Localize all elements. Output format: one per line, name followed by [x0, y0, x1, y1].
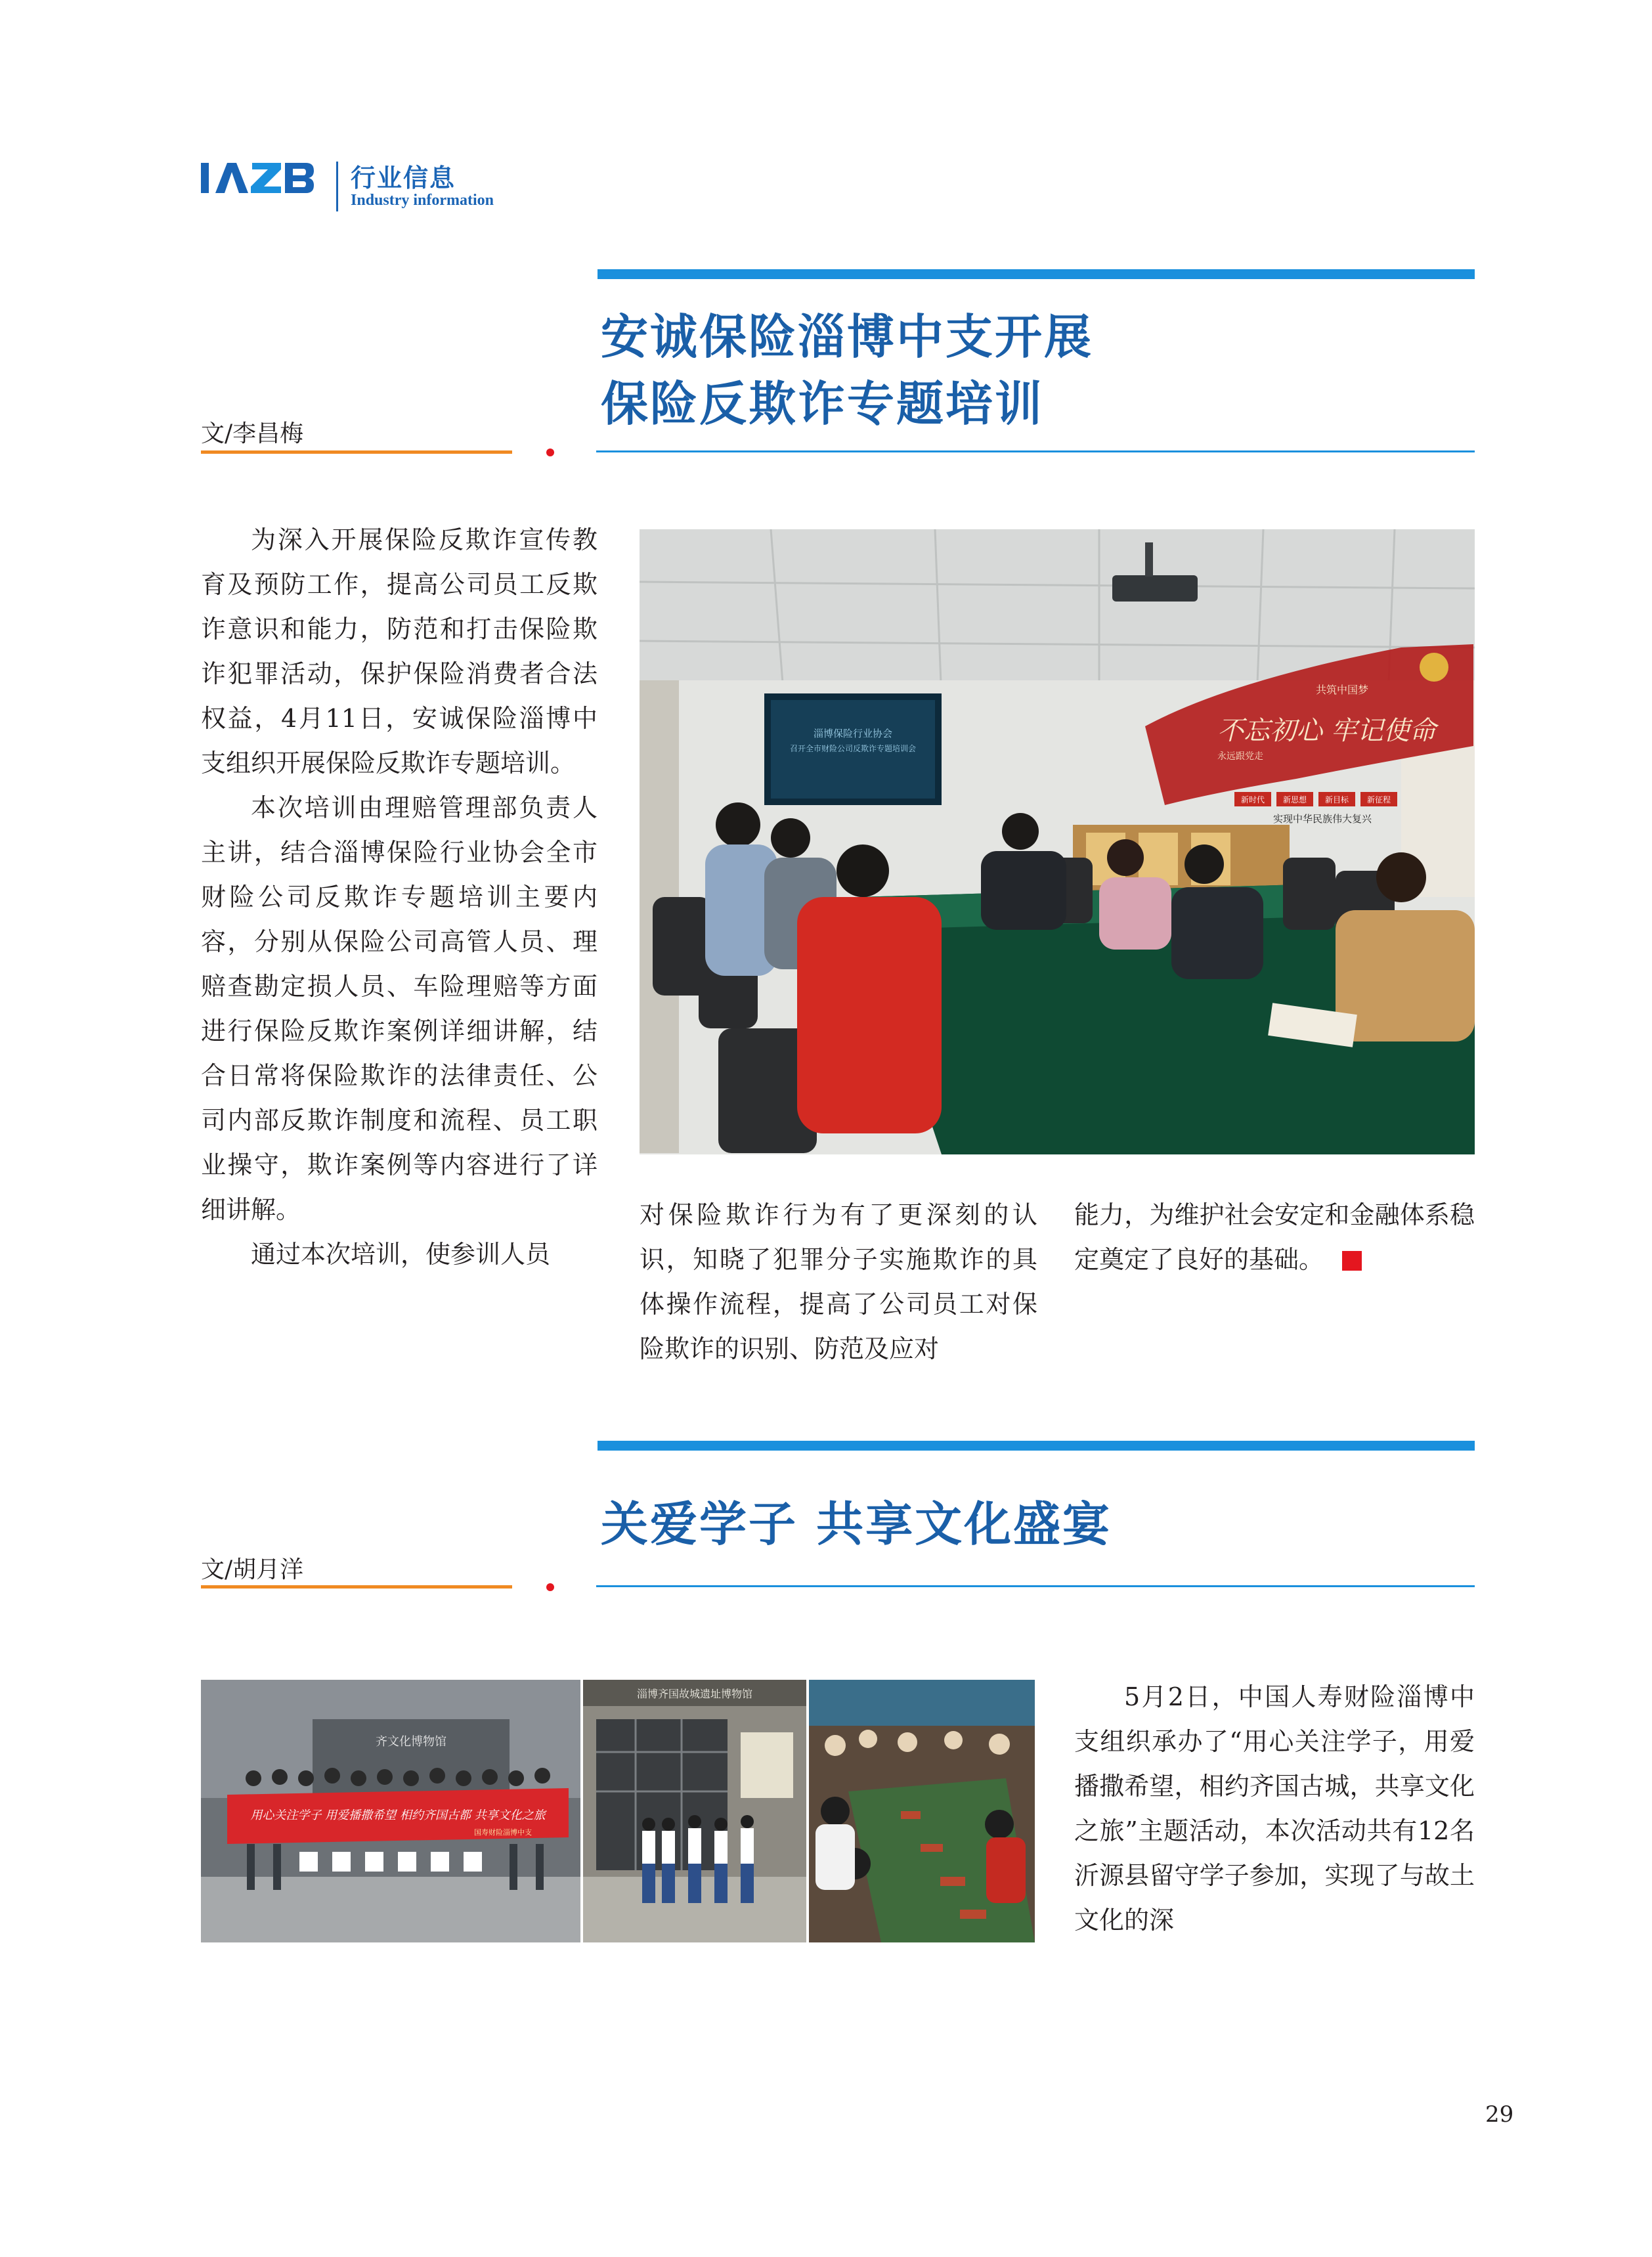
wall-tag-0: 新时代 — [1240, 795, 1265, 804]
article2-paragraph: 5月2日，中国人寿财险淄博中支组织承办了“用心关注学子，用爱播撒希望，相约齐国古城，共享文化之旅”主题活动，本次活动共有12名沂源县留守学子参加，实现了与故土文化的深 — [1074, 1682, 1475, 1935]
wall-slogan: 不忘初心 牢记使命 — [1217, 716, 1436, 746]
wall-tag-3: 新征程 — [1366, 795, 1391, 804]
entrance-sign: 淄博齐国故城遗址博物馆 — [636, 1688, 753, 1700]
training-room-photo — [640, 529, 1475, 1154]
article1-paragraph2: 本次培训由理赔管理部负责人主讲，结合淄博保险行业协会全市财险公司反欺诈专题培训主要内容，分别从保险公司高管人员、理赔查勘定损人员、车险理赔等方面进行保险反欺诈案例详细讲解，结合日常将保险欺诈的法律责任、公司内部反欺诈制度和流程、员工职业操守，欺诈案例等内容进行了详细讲解。 — [201, 793, 598, 1224]
article1-column3-text: 能力，为维护社会安定和金融体系稳定奠定了良好的基础。 — [1074, 1200, 1475, 1274]
article1-title — [601, 303, 1093, 437]
article1-column2-text: 对保险欺诈行为有了更深刻的认识，知晓了犯罪分子实施欺诈的具体操作流程，提高了公司员工对保险欺诈的识别、防范及应对 — [640, 1200, 1037, 1363]
header-separator — [336, 162, 338, 211]
article1-author: 文/李昌梅 — [201, 420, 304, 447]
article1-column3 — [1074, 1193, 1475, 1282]
screen-line1: 淄博保险行业协会 — [813, 728, 893, 739]
article2-column — [1074, 1675, 1475, 1942]
article1-title-underline — [596, 450, 1475, 452]
article1-dot — [546, 449, 554, 456]
article1-top-bar — [598, 269, 1475, 279]
museum-group-photo — [201, 1680, 580, 1942]
article2-top-bar — [598, 1441, 1475, 1451]
wall-small-text1: 共筑中国梦 — [1316, 684, 1369, 696]
section-subtitle: Industry information — [351, 192, 494, 209]
article1-paragraph3: 通过本次培训，使参训人员 — [251, 1240, 551, 1269]
dinner-photo — [809, 1680, 1035, 1942]
page-number: 29 — [1485, 2101, 1514, 2128]
banner-text: 用心关注学子 用爱播撒希望 相约齐国古都 共享文化之旅 — [250, 1808, 546, 1822]
section-title: 行业信息 — [351, 163, 456, 192]
wall-bottom-text: 实现中华民族伟大复兴 — [1272, 813, 1372, 825]
article-end-mark — [1342, 1251, 1362, 1271]
iazb-logo — [201, 158, 314, 197]
article1-title-line1: 安诚保险淄博中支开展 — [601, 309, 1094, 364]
article1-column2 — [640, 1193, 1037, 1371]
article2-dot — [546, 1583, 554, 1591]
article2-author: 文/胡月洋 — [201, 1556, 304, 1583]
museum-entrance-photo — [583, 1680, 806, 1942]
wall-tag-2: 新目标 — [1324, 795, 1349, 804]
article1-author-underline — [201, 450, 512, 454]
article1-column1 — [201, 517, 598, 1277]
banner-subtext: 国寿财险淄博中支 — [474, 1828, 532, 1837]
article2-title-underline — [596, 1585, 1475, 1587]
article2-author-underline — [201, 1585, 512, 1589]
article2-title: 关爱学子 共享文化盛宴 — [601, 1496, 1112, 1552]
article1-paragraph1: 为深入开展保险反欺诈宣传教育及预防工作，提高公司员工反欺诈意识和能力，防范和打击保险欺诈犯罪活动，保护保险消费者合法权益，4月11日，安诚保险淄博中支组织开展保险反欺诈专题培训。 — [201, 525, 598, 778]
museum-sign: 齐文化博物馆 — [376, 1735, 446, 1749]
wall-tag-1: 新思想 — [1282, 795, 1307, 804]
article1-title-line2: 保险反欺诈专题培训 — [601, 376, 1045, 431]
wall-small-text2: 永远跟党走 — [1217, 751, 1263, 762]
screen-line2: 召开全市财险公司反欺诈专题培训会 — [789, 744, 917, 753]
